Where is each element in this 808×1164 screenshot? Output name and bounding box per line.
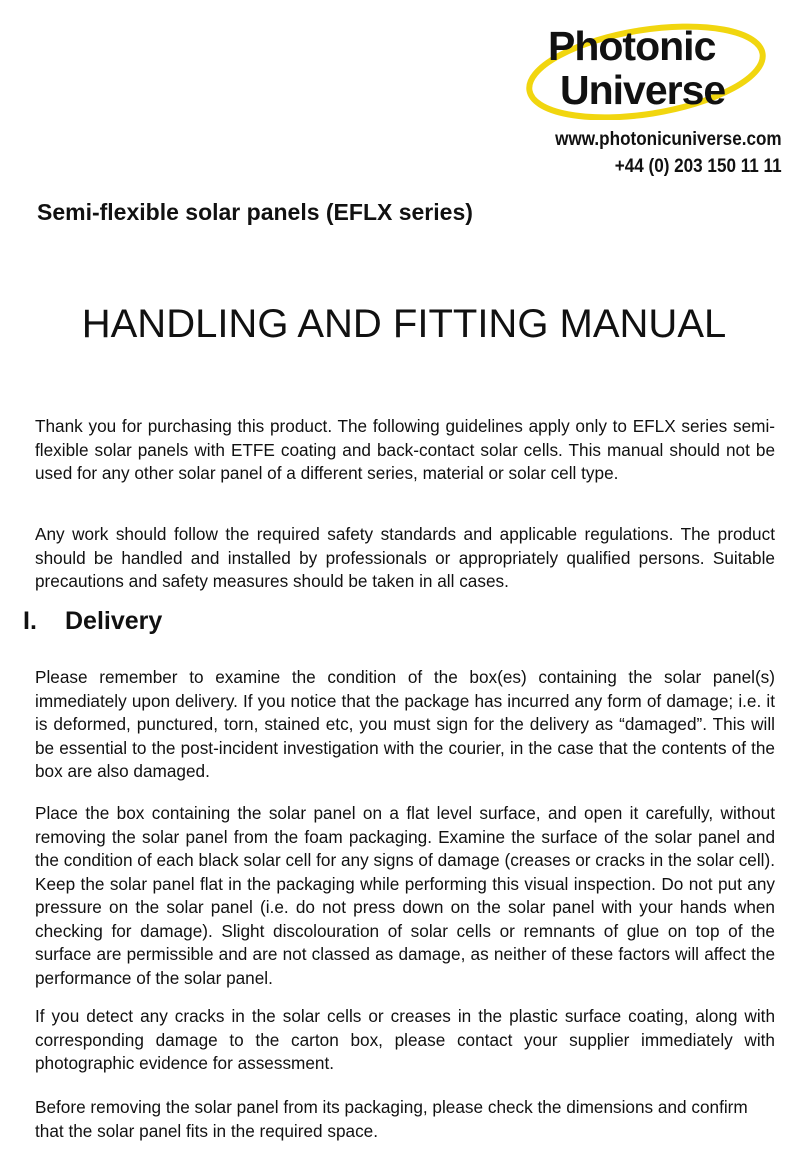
section-number: I.	[23, 607, 37, 635]
contact-block	[556, 126, 782, 180]
phone-number: +44 (0) 203 150 11 11	[615, 156, 782, 177]
logo-text-photonic: Photonic	[548, 23, 716, 69]
logo-text-universe: Universe	[560, 67, 726, 113]
section-paragraph: Please remember to examine the condition of the box(es) containing the solar panel(s) immediately upon delivery. If you notice that the package has incurred any form of damage; i.e. it is deformed, punctured, torn, stained etc, you must sign for the delivery as “damaged”. This will be essential to the post-incident investigation with the courier, in the case that the contents of the box are also damaged.	[35, 667, 775, 781]
section-paragraph: If you detect any cracks in the solar cells or creases in the plastic surface coating, along with corresponding damage to the carton box, please contact your supplier immediately with photographic evidence for assessment.	[35, 1006, 775, 1073]
intro-paragraph: Any work should follow the required safety standards and applicable regulations. The product should be handled and installed by professionals or appropriately qualified persons. Suitable precautions and safety measures should be taken in all cases.	[35, 524, 775, 591]
website-link[interactable]: www.photonicuniverse.com	[555, 129, 782, 150]
document-subtitle: Semi-flexible solar panels (EFLX series)	[37, 199, 473, 225]
section-heading-delivery	[23, 607, 162, 636]
intro-paragraph: Thank you for purchasing this product. The following guidelines apply only to EFLX series semi-flexible solar panels with ETFE coating and back-contact solar cells. This manual should not be used for any other solar panel of a different series, material or solar cell type.	[35, 416, 775, 483]
company-logo	[520, 20, 790, 120]
section-paragraph: Before removing the solar panel from its packaging, please check the dimensions and confirm that the solar panel fits in the required space.	[35, 1097, 748, 1141]
section-paragraph: Place the box containing the solar panel on a flat level surface, and open it carefully, without removing the solar panel from the foam packaging. Examine the surface of the solar panel and the condition of each black solar cell for any signs of damage (creases or cracks in the solar cell). Keep the solar panel flat in the packaging while performing this visual inspection. Do not put any pressure on the solar panel (i.e. do not press down on the solar panel with your hands when checking for damage). Slight discolouration of solar cells or remnants of glue on top of the surface are permissible and are not classed as damage, as neither of these factors will affect the performance of the solar panel.	[35, 803, 775, 988]
section-title: Delivery	[65, 607, 163, 635]
document-title: HANDLING AND FITTING MANUAL	[81, 302, 727, 346]
